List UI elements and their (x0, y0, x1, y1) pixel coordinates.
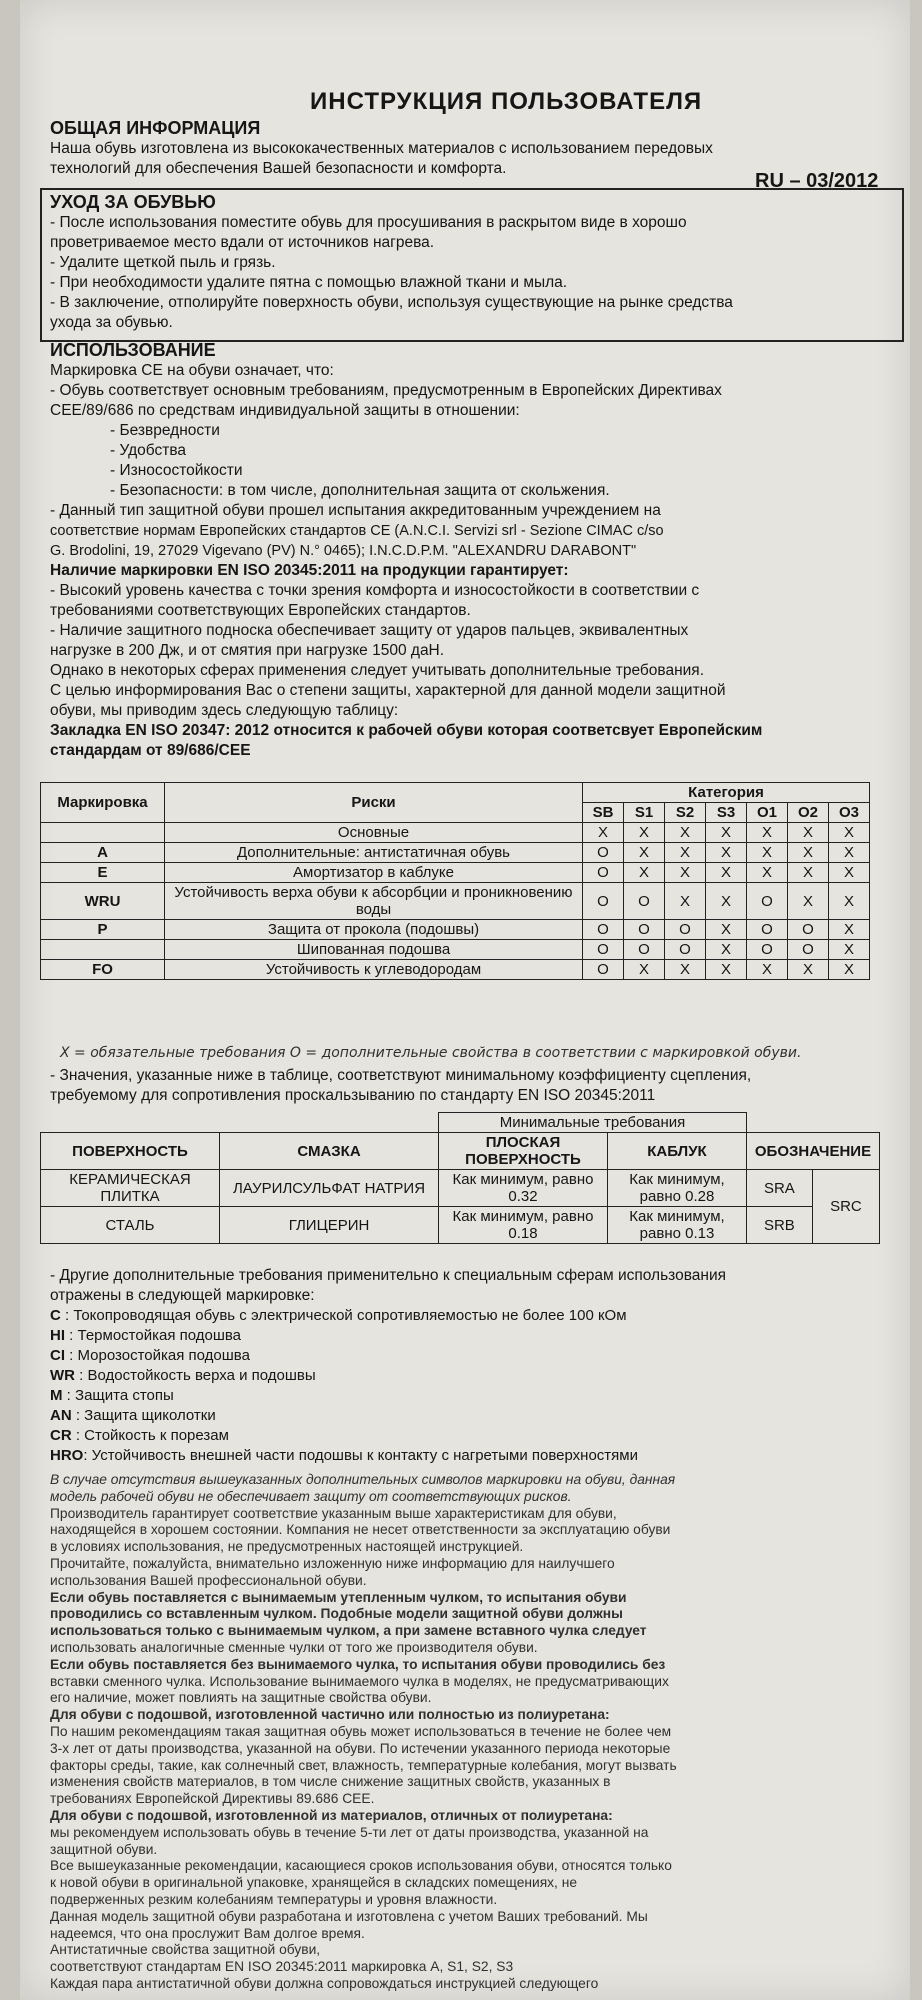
closing-line: Все вышеуказанные рекомендации, касающиеся сроков использования обуви, относятся только (50, 1858, 672, 1874)
risk-name: Дополнительные: антистатичная обувь (165, 843, 583, 863)
risk-name: Шипованная подошва (165, 940, 583, 960)
risk-row (41, 960, 870, 980)
slip-code: SRA (747, 1170, 813, 1207)
slip-surface: СТАЛЬ (41, 1207, 220, 1244)
closing-line: требованиях Европейской Директивы 89.686 CEE. (50, 1791, 375, 1807)
risk-cell: O (583, 920, 624, 940)
risk-cell: O (624, 940, 665, 960)
closing-line: Если обувь поставляется с вынимаемым утепленным чулком, то испытания обуви (50, 1589, 627, 1605)
slip-lube: ГЛИЦЕРИН (220, 1207, 439, 1244)
closing-line: использования Вашей профессиональной обуви. (50, 1572, 367, 1588)
usage-line: - Наличие защитного подноска обеспечивает защиту от ударов пальцев, эквивалентных (50, 622, 689, 639)
risk-cell: O (788, 940, 829, 960)
usage-section (50, 340, 762, 761)
category-s3: S3 (706, 803, 747, 823)
risk-cell: X (706, 960, 747, 980)
slip-intro (50, 1066, 751, 1106)
usage-line: обуви, мы приводим здесь следующую таблицу: (50, 702, 399, 719)
risk-cell: O (583, 843, 624, 863)
extra-item (50, 1386, 726, 1406)
risk-cell: O (583, 883, 624, 920)
slip-lube: ЛАУРИЛСУЛЬФАТ НАТРИЯ (220, 1170, 439, 1207)
extra-code: C (50, 1307, 61, 1324)
usage-line: - Обувь соответствует основным требованиям, предусмотренным в Европейских Директивах (50, 382, 722, 399)
usage-line: - Безвредности (110, 422, 220, 439)
risk-row (41, 940, 870, 960)
usage-line: G. Brodolini, 19, 27029 Vigevano (PV) N.° 0465); I.N.C.D.P.M. "ALEXANDRU DARABONT" (50, 543, 637, 559)
extra-text: : Стойкость к порезам (71, 1427, 229, 1444)
closing-line: соответствуют стандартам EN ISO 20345:2011 маркировка A, S1, S2, S3 (50, 1959, 514, 1975)
closing-line: Для обуви с подошвой, изготовленной из материалов, отличных от полиуретана: (50, 1807, 613, 1823)
closing-line: Прочитайте, пожалуйста, внимательно изложенную ниже информацию для наилучшего (50, 1555, 615, 1571)
slip-min-req: Минимальные требования (439, 1113, 747, 1133)
slip-flat: Как минимум, равно 0.18 (439, 1207, 608, 1244)
slip-head-lube: СМАЗКА (220, 1133, 439, 1170)
risk-cell: X (829, 843, 870, 863)
risk-table-head-marking: Маркировка (41, 783, 165, 823)
risk-cell: O (747, 920, 788, 940)
care-heading: УХОД ЗА ОБУВЬЮ (50, 192, 216, 212)
risk-table (40, 782, 870, 980)
risk-cell: O (624, 883, 665, 920)
closing-line: надеемся, что она прослужит Вам долгое время. (50, 1925, 365, 1941)
closing-line: Для обуви с подошвой, изготовленной частично или полностью из полиуретана: (50, 1707, 610, 1723)
risk-table-head-category: Категория (583, 783, 870, 803)
closing-line: Производитель гарантирует соответствие указанным выше характеристикам для обуви, (50, 1505, 617, 1521)
usage-line: С целью информирования Вас о степени защиты, характерной для данной модели защитной (50, 682, 726, 699)
risk-cell: X (829, 823, 870, 843)
care-line: проветриваемое место вдали от источников нагрева. (50, 234, 435, 251)
closing-line: Если обувь поставляется без вынимаемого чулка, то испытания обуви проводились без (50, 1656, 666, 1672)
category-s1: S1 (624, 803, 665, 823)
risk-cell: X (665, 883, 706, 920)
slip-head-code: ОБОЗНАЧЕНИЕ (747, 1133, 880, 1170)
risk-cell: O (583, 960, 624, 980)
risk-name: Амортизатор в каблуке (165, 863, 583, 883)
risk-cell: X (706, 920, 747, 940)
risk-row (41, 823, 870, 843)
risk-cell: X (624, 843, 665, 863)
slip-head-surface: ПОВЕРХНОСТЬ (41, 1133, 220, 1170)
closing-line: использоваться только с вынимаемым чулком, а при замене вставного чулка следует (50, 1623, 647, 1639)
extra-item (50, 1346, 726, 1366)
slip-heel: Как минимум, равно 0.13 (608, 1207, 747, 1244)
slip-code: SRB (747, 1207, 813, 1244)
risk-cell: X (829, 920, 870, 940)
risk-name: Устойчивость к углеводородам (165, 960, 583, 980)
risk-marking: E (41, 863, 165, 883)
closing-line: в условиях использования, не предусмотренных настоящей инструкцией. (50, 1539, 524, 1555)
extra-code: CI (50, 1347, 65, 1364)
extra-intro-line: - Другие дополнительные требования применительно к специальным сферам использования (50, 1267, 727, 1284)
slip-head-flat: ПЛОСКАЯ ПОВЕРХНОСТЬ (439, 1133, 608, 1170)
closing-line: Каждая пара антистатичной обуви должна сопровождаться инструкцией следующего (50, 1975, 599, 1991)
usage-line: - Безопасности: в том числе, дополнительная защита от скольжения. (110, 482, 610, 499)
document-title: ИНСТРУКЦИЯ ПОЛЬЗОВАТЕЛЯ (310, 88, 703, 115)
document-number: RU – 03/2012 (755, 170, 879, 192)
extra-code: AN (50, 1407, 72, 1424)
closing-line: использовать аналогичные сменные чулки от того же производителя обуви. (50, 1639, 538, 1655)
risk-cell: X (747, 863, 788, 883)
closing-line: В случае отсутствия вышеуказанных дополнительных символов маркировки на обуви, данная (50, 1472, 676, 1487)
risk-cell: X (747, 960, 788, 980)
risk-cell: X (829, 883, 870, 920)
slip-surface: КЕРАМИЧЕСКАЯ ПЛИТКА (41, 1170, 220, 1207)
care-line: - Удалите щеткой пыль и грязь. (50, 254, 276, 271)
closing-line: По нашим рекомендациям такая защитная обувь может использоваться в течение не более чем (50, 1723, 672, 1739)
slip-heel: Как минимум, равно 0.28 (608, 1170, 747, 1207)
usage-line: Закладка EN ISO 20347: 2012 относится к рабочей обуви которая соответсвует Европейским (50, 722, 763, 739)
risk-cell: X (788, 843, 829, 863)
category-o3: O3 (829, 803, 870, 823)
usage-heading: ИСПОЛЬЗОВАНИЕ (50, 340, 216, 360)
category-s2: S2 (665, 803, 706, 823)
extra-item (50, 1446, 726, 1466)
closing-line: Антистатичные свойства защитной обуви, (50, 1942, 321, 1958)
risk-cell: X (665, 823, 706, 843)
risk-marking: P (41, 920, 165, 940)
risk-row (41, 920, 870, 940)
risk-cell: O (747, 883, 788, 920)
usage-line: - Данный тип защитной обуви прошел испытания аккредитованным учреждением на (50, 502, 661, 519)
extra-text: : Защита щиколотки (71, 1407, 216, 1424)
risk-cell: X (665, 863, 706, 883)
category-o2: O2 (788, 803, 829, 823)
risk-cell: X (624, 863, 665, 883)
risk-cell: X (829, 940, 870, 960)
risk-row (41, 863, 870, 883)
usage-line: - Удобства (110, 442, 187, 459)
risk-name: Основные (165, 823, 583, 843)
risk-cell: X (747, 843, 788, 863)
care-line: - В заключение, отполируйте поверхность обуви, используя существующие на рынке средства (50, 294, 733, 311)
risk-row (41, 883, 870, 920)
closing-section (50, 1472, 677, 1993)
slip-table (40, 1112, 880, 1244)
extra-item (50, 1326, 726, 1346)
extra-code: HI (50, 1327, 65, 1344)
slip-intro-line: - Значения, указанные ниже в таблице, соответствуют минимальному коэффициенту сцепления, (50, 1067, 752, 1084)
closing-line: проводились со вставленным чулком. Подобные модели защитной обуви должны (50, 1606, 623, 1622)
risk-cell: X (665, 960, 706, 980)
risk-cell: X (624, 823, 665, 843)
extra-code: WR (50, 1367, 75, 1384)
risk-legend: X = обязательные требования O = дополнительные свойства в соответствии с маркировкой обуви. (60, 1045, 802, 1061)
risk-cell: X (829, 960, 870, 980)
risk-cell: X (706, 823, 747, 843)
usage-line: Маркировка CE на обуви означает, что: (50, 362, 334, 379)
risk-cell: O (583, 940, 624, 960)
closing-line: Данная модель защитной обуви разработана и изготовлена с учетом Ваших требований. Мы (50, 1908, 648, 1924)
extra-text: : Токопроводящая обувь с электрической сопротивляемостью не более 100 кОм (60, 1307, 627, 1324)
extra-text: : Морозостойкая подошва (65, 1347, 250, 1364)
risk-marking (41, 823, 165, 843)
care-box (40, 188, 904, 342)
closing-line: факторы среды, такие, как солнечный свет, влажность, температурные колебания, могут вызвать (50, 1757, 677, 1773)
risk-marking: A (41, 843, 165, 863)
extra-item (50, 1406, 726, 1426)
extra-section (50, 1266, 726, 1466)
extra-item (50, 1366, 726, 1386)
extra-code: CR (50, 1427, 72, 1444)
extra-text: : Защита стопы (62, 1387, 174, 1404)
risk-cell: X (747, 823, 788, 843)
closing-line: его наличие, может повлиять на защитные свойства обуви. (50, 1690, 432, 1706)
risk-cell: X (706, 883, 747, 920)
risk-table-head-risks: Риски (165, 783, 583, 823)
extra-item (50, 1426, 726, 1446)
usage-line: - Износостойкости (110, 462, 243, 479)
slip-intro-line: требуемому для сопротивления проскальзыванию по стандарту EN ISO 20345:2011 (50, 1087, 656, 1104)
closing-line: 3-х лет от даты производства, указанной на обуви. По истечении указанного периода некоторые (50, 1740, 671, 1756)
risk-marking (41, 940, 165, 960)
risk-cell: X (829, 863, 870, 883)
extra-text: : Устойчивость внешней части подошвы к контакту с нагретыми поверхностями (83, 1447, 638, 1464)
usage-line: - Высокий уровень качества с точки зрения комфорта и износостойкости в соответствии с (50, 582, 700, 599)
extra-code: M (50, 1387, 63, 1404)
risk-cell: X (583, 823, 624, 843)
usage-line: требованиями соответствующих Европейских стандартов. (50, 602, 471, 619)
risk-cell: X (788, 960, 829, 980)
general-section (50, 118, 713, 179)
usage-line: Наличие маркировки EN ISO 20345:2011 на продукции гарантирует: (50, 562, 569, 579)
extra-code: HRO (50, 1447, 84, 1464)
category-sb: SB (583, 803, 624, 823)
risk-cell: O (665, 920, 706, 940)
usage-line: CEE/89/686 по средствам индивидуальной защиты в отношении: (50, 402, 520, 419)
closing-line: мы рекомендуем использовать обувь в течение 5-ти лет от даты производства, указанной на (50, 1824, 649, 1840)
document-page (20, 0, 910, 2000)
extra-text: : Водостойкость верха и подошвы (75, 1367, 316, 1384)
care-line: ухода за обувью. (50, 314, 173, 331)
risk-cell: O (624, 920, 665, 940)
risk-marking: WRU (41, 883, 165, 920)
extra-text: : Термостойкая подошва (65, 1327, 242, 1344)
risk-cell: X (706, 940, 747, 960)
general-heading: ОБЩАЯ ИНФОРМАЦИЯ (50, 118, 261, 138)
risk-cell: O (788, 920, 829, 940)
risk-cell: O (747, 940, 788, 960)
closing-line: находящейся в хорошем состоянии. Компания не несет ответственности за эксплуатацию обуви (50, 1522, 671, 1538)
risk-cell: X (706, 843, 747, 863)
extra-intro-line: отражены в следующей маркировке: (50, 1287, 315, 1304)
closing-line: изменения свойств материалов, в том числе снижение защитных свойств, указанных в (50, 1774, 611, 1790)
usage-line: соответствие нормам Европейских стандартов CE (A.N.C.I. Servizi srl - Sezione CIMAC c/so (50, 523, 664, 539)
risk-cell: X (788, 863, 829, 883)
risk-name: Устойчивость верха обуви к абсорбции и проникновению воды (165, 883, 583, 920)
risk-cell: X (706, 863, 747, 883)
usage-line: Однако в некоторых сферах применения следует учитывать дополнительные требования. (50, 662, 704, 679)
risk-table-body (41, 823, 870, 980)
extra-list (50, 1306, 726, 1466)
closing-line: модель рабочей обуви не обеспечивает защиту от соответствующих рисков. (50, 1488, 572, 1504)
risk-cell: X (624, 960, 665, 980)
closing-line: вставки сменного чулка. Использование вынимаемого чулка в моделях, не предусматривающих (50, 1673, 669, 1689)
risk-marking: FO (41, 960, 165, 980)
closing-line: защитной обуви. (50, 1841, 158, 1857)
usage-line: стандардам от 89/686/CEE (50, 742, 251, 759)
risk-cell: X (788, 823, 829, 843)
general-line: технологий для обеспечения Вашей безопасности и комфорта. (50, 160, 507, 177)
usage-line: нагрузке в 200 Дж, и от смятия при нагрузке 1500 даН. (50, 642, 445, 659)
slip-flat: Как минимум, равно 0.32 (439, 1170, 608, 1207)
general-line: Наша обувь изготовлена из высококачественных материалов с использованием передовых (50, 140, 713, 157)
slip-combined-code: SRC (812, 1170, 879, 1244)
category-o1: O1 (747, 803, 788, 823)
risk-name: Защита от прокола (подошвы) (165, 920, 583, 940)
risk-row (41, 843, 870, 863)
risk-cell: O (665, 940, 706, 960)
care-line: - При необходимости удалите пятна с помощью влажной ткани и мыла. (50, 274, 568, 291)
care-line: - После использования поместите обувь для просушивания в раскрытом виде в хорошо (50, 214, 687, 231)
slip-head-heel: КАБЛУК (608, 1133, 747, 1170)
extra-item (50, 1306, 726, 1326)
risk-cell: O (583, 863, 624, 883)
risk-cell: X (788, 883, 829, 920)
closing-line: к новой обуви в оригинальной упаковке, хранящейся в складских помещениях, не (50, 1875, 578, 1891)
closing-line: подверженных резким колебаниям температуры и уровня влажности. (50, 1891, 498, 1907)
risk-cell: X (665, 843, 706, 863)
